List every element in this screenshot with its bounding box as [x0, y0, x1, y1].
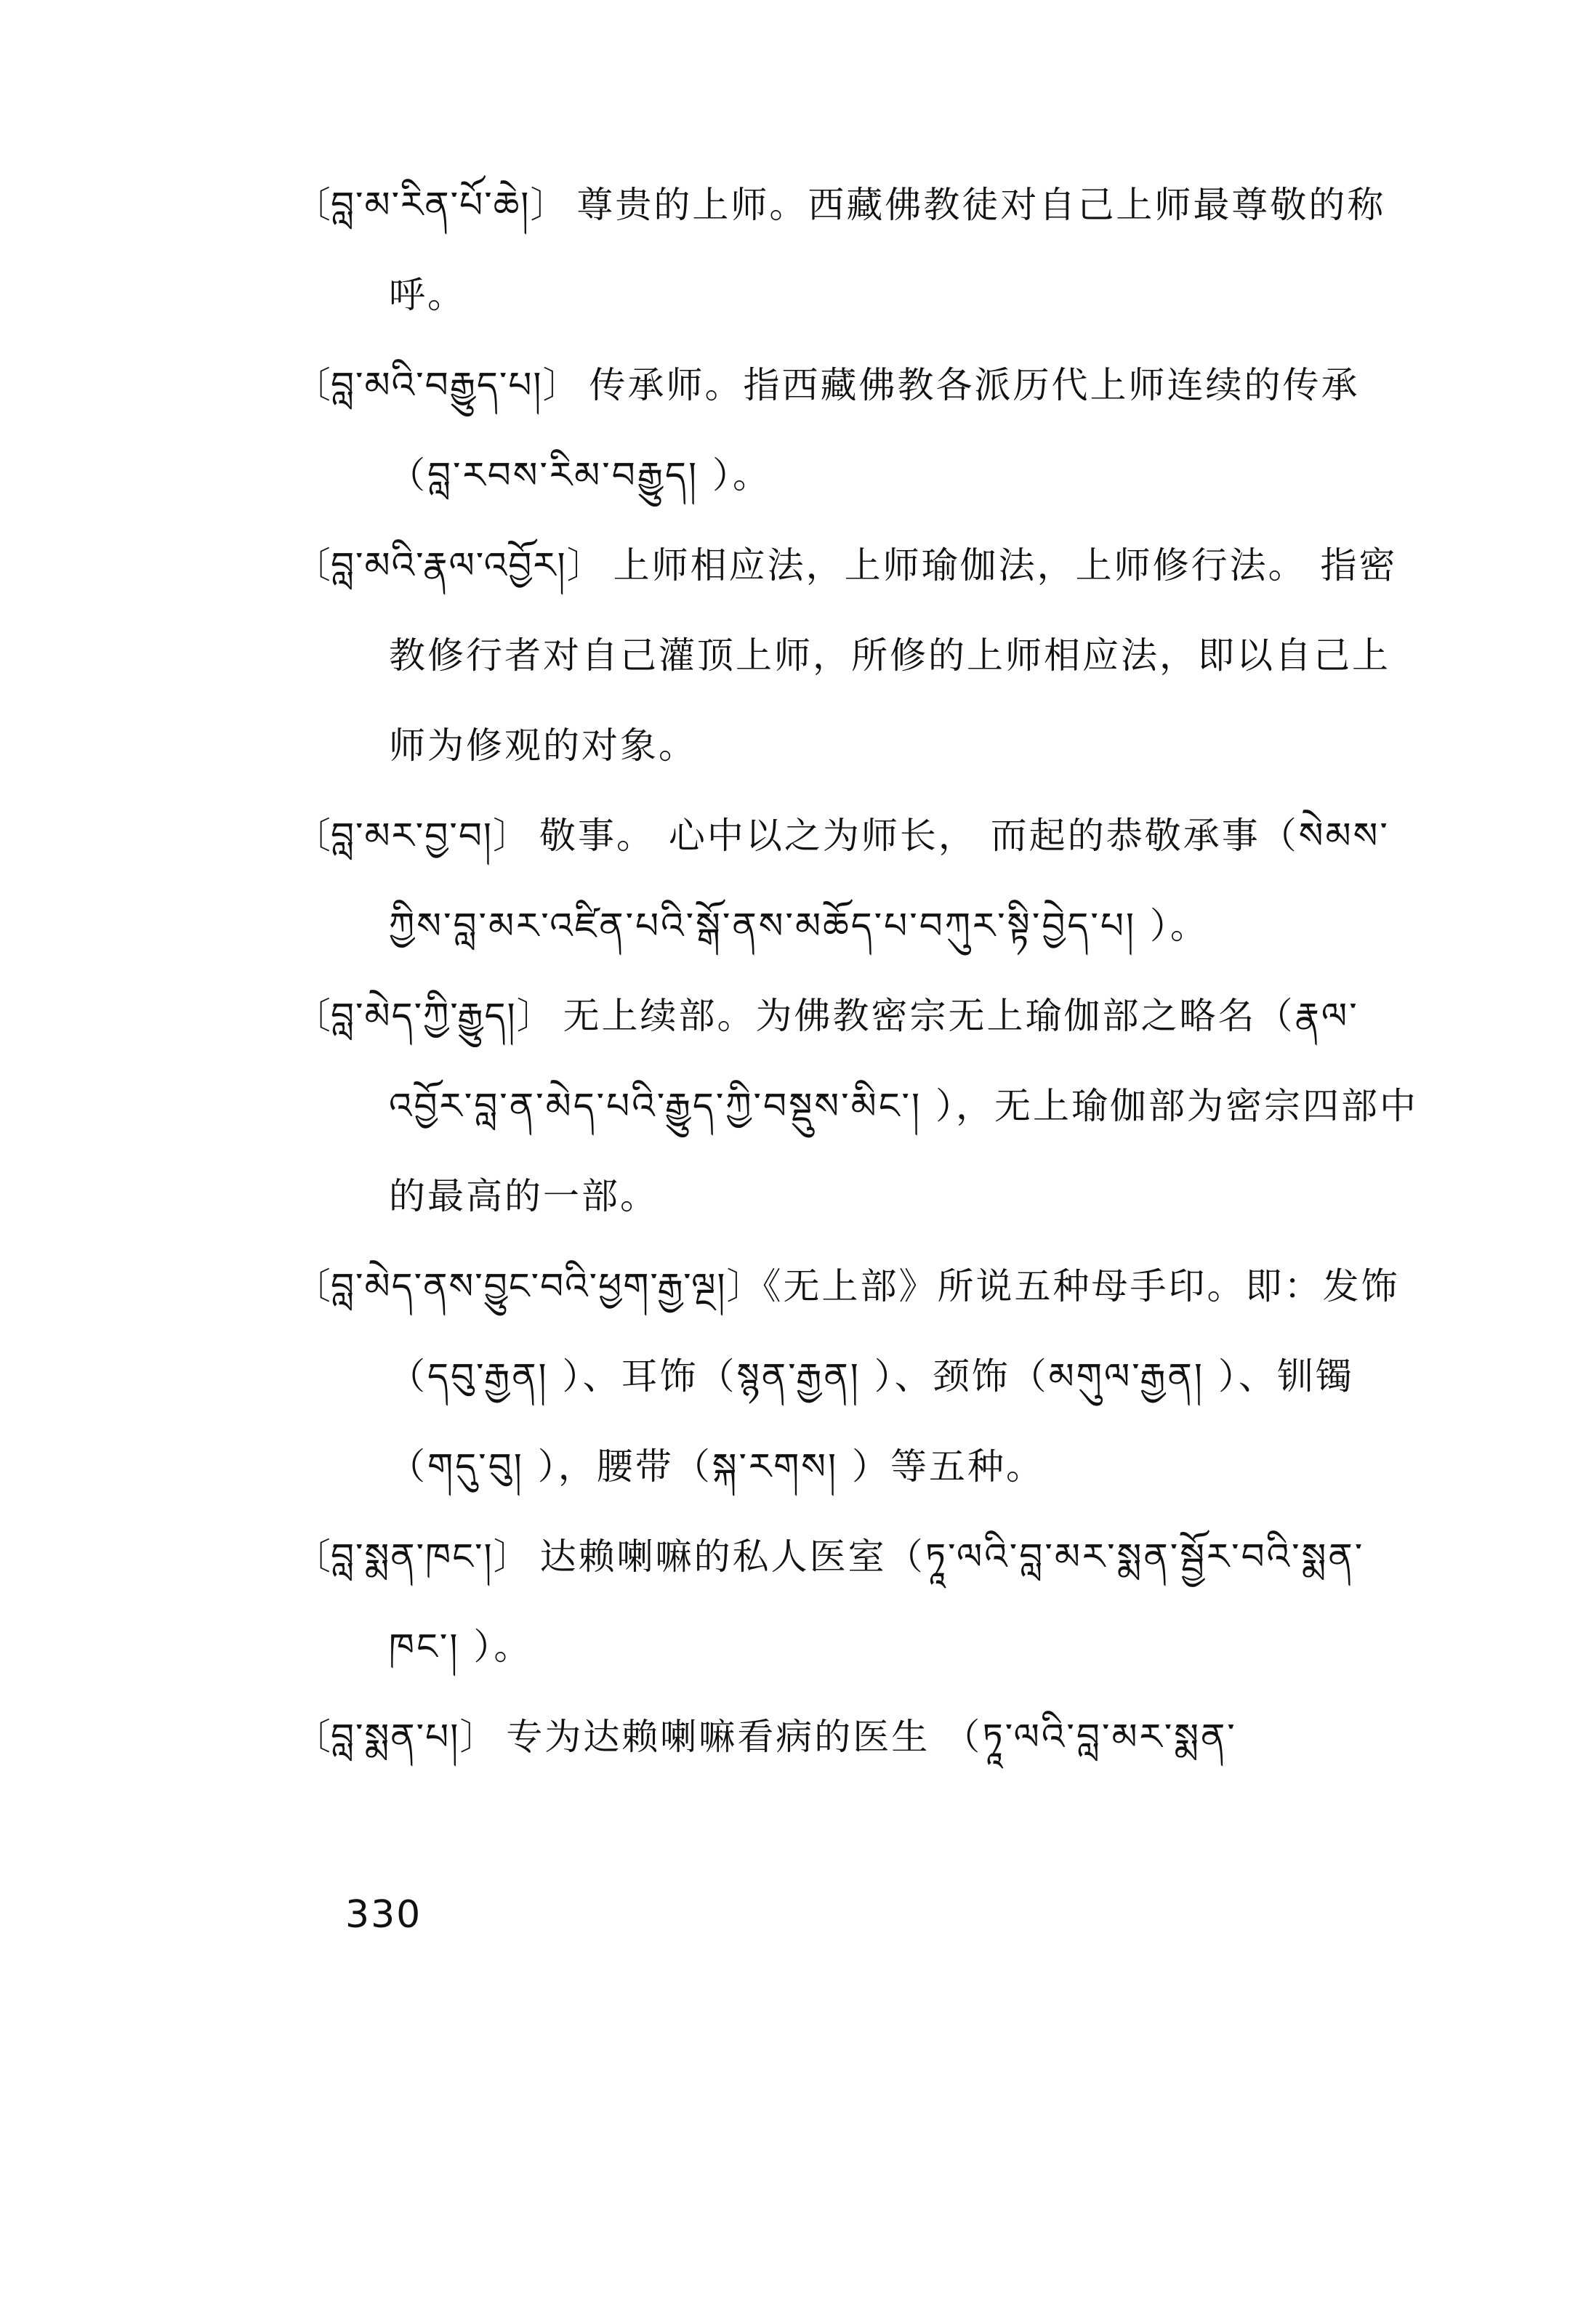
entry-term: བླ་མེད་ནས་བྱུང་བའི་ཕྱག་རྒྱ་ལྔ།: [331, 1265, 727, 1307]
entry-definition: 上师相应法，上师瑜伽法，上师修行法。 指密教修行者对自己灌顶上师，所修的上师相应法，即以自己上师为修观的对象。: [389, 544, 1398, 767]
entry-term: བླ་མ་རིན་པོ་ཆེ།: [331, 184, 531, 226]
close-bracket: 〕: [726, 1265, 763, 1307]
entry-term: བླ་མའི་བརྒྱུད་པ།: [331, 364, 543, 406]
entry-definition: 《无上部》所说五种母手印。即：发饰（དབུ་རྒྱན། ）、耳饰（སྙན་རྒྱན། ）、颈饰（མགུལ་རྒྱན། ）、钏镯（གདུ་བུ། ），腰带（སྐ་རགས། ）等五种。: [389, 1265, 1400, 1488]
dictionary-entry: [294, 971, 1428, 1241]
dictionary-entry: [294, 520, 1428, 791]
dictionary-entry: [294, 791, 1428, 971]
open-bracket: 〔: [294, 184, 331, 226]
entry-definition: 专为达赖喇嘛看病的医生 （ཏཱ་ལའི་བླ་མར་སྨན་: [506, 1716, 1237, 1758]
entry-term: བླ་སྨན་ཁང་།: [331, 1536, 494, 1578]
entry-definition: 传承师。指西藏佛教各派历代上师连续的传承（བླ་རབས་རིམ་བརྒྱུད། ）。: [389, 364, 1360, 496]
entry-term: བླ་མར་བྱ་བ།: [331, 815, 493, 857]
dictionary-entry: [294, 340, 1428, 520]
close-bracket: 〕: [530, 184, 567, 226]
close-bracket: 〕: [459, 1716, 496, 1758]
open-bracket: 〔: [294, 995, 331, 1037]
open-bracket: 〔: [294, 544, 331, 586]
dictionary-entry: [294, 1692, 1428, 1782]
open-bracket: 〔: [294, 1265, 331, 1307]
entry-list: [294, 160, 1428, 1782]
entry-term: བླ་མའི་རྣལ་འབྱོར།: [331, 544, 567, 586]
close-bracket: 〕: [493, 1536, 530, 1578]
close-bracket: 〕: [493, 815, 529, 857]
close-bracket: 〕: [516, 995, 553, 1037]
entry-definition: 达赖喇嘛的私人医室（ཏཱ་ལའི་བླ་མར་སྨན་སྦྱོར་བའི་སྨན་ཁང་། ）。: [389, 1536, 1365, 1668]
dictionary-entry: [294, 1241, 1428, 1512]
open-bracket: 〔: [294, 364, 331, 406]
dictionary-entry: [294, 1512, 1428, 1692]
entry-term: བླ་མེད་ཀྱི་རྒྱུད།: [331, 995, 517, 1037]
entry-definition: 敬事。 心中以之为师长， 而起的恭敬承事（སེམས་ཀྱིས་བླ་མར་འཛིན་པའི་སྒོ་ནས་མཆོད་པ་བཀུར་སྟི་བྱེད་པ། ）。: [389, 815, 1390, 947]
entry-definition: 无上续部。为佛教密宗无上瑜伽部之略名（རྣལ་འབྱོར་བླ་ན་མེད་པའི་རྒྱུད་ཀྱི་བསྡུས་མིང་། ），无上瑜伽部为密宗四部中的最高的一部。: [389, 995, 1419, 1217]
close-bracket: 〕: [542, 364, 579, 406]
open-bracket: 〔: [294, 815, 331, 857]
close-bracket: 〕: [566, 544, 603, 586]
entry-term: བླ་སྨན་པ།: [331, 1716, 460, 1758]
page-number: 330: [345, 1893, 422, 1937]
dictionary-entry: [294, 160, 1428, 340]
open-bracket: 〔: [294, 1716, 331, 1758]
open-bracket: 〔: [294, 1536, 331, 1578]
entry-definition: 尊贵的上师。西藏佛教徒对自己上师最尊敬的称呼。: [389, 184, 1386, 316]
